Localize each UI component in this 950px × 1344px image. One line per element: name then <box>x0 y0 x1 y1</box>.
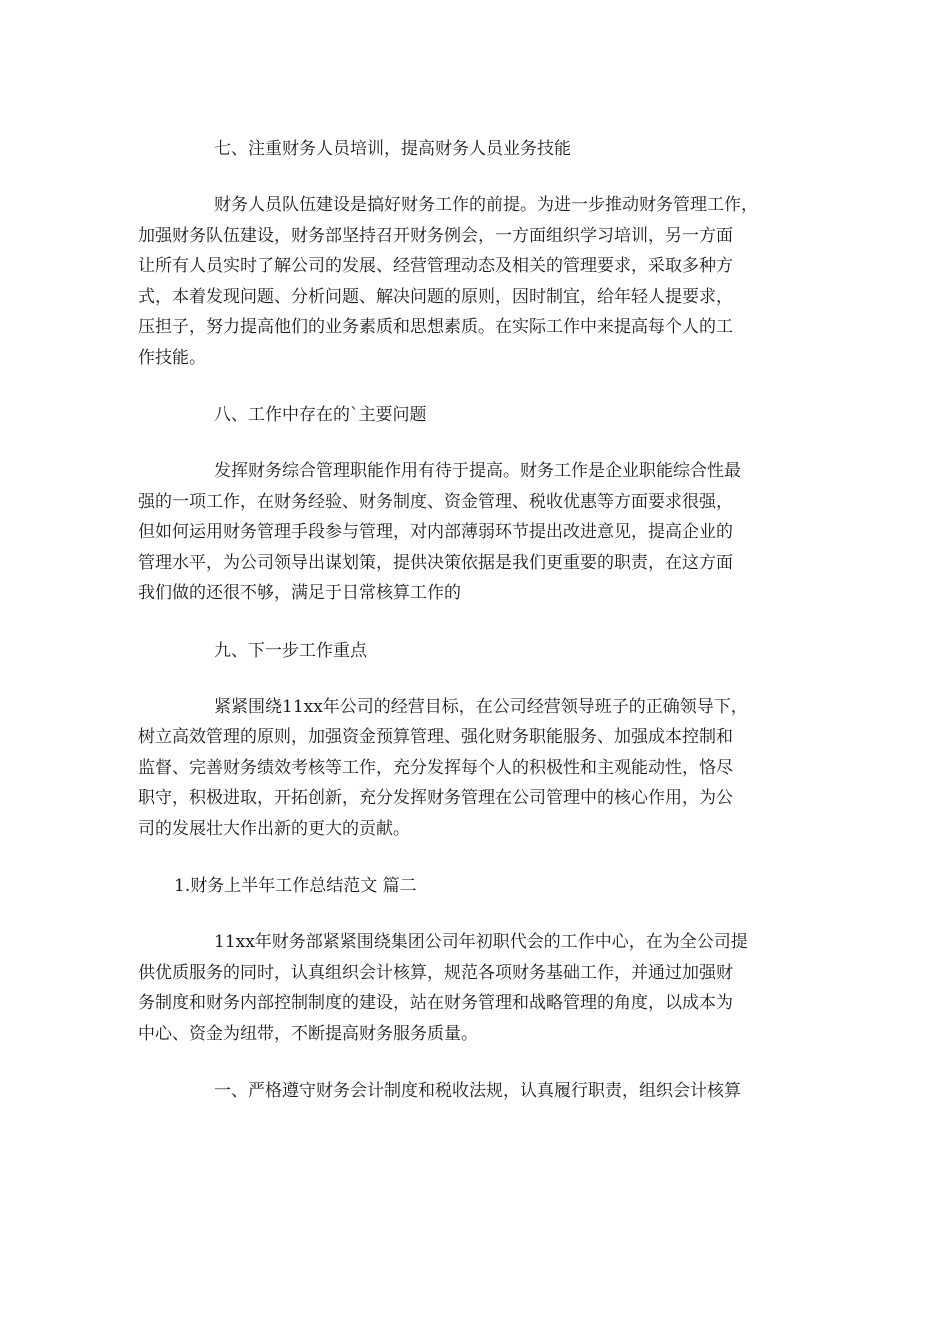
paragraph-line: 加强财务队伍建设，财务部坚持召开财务例会，一方面组织学习培训，另一方面 <box>138 225 733 246</box>
paragraph-line: 强的一项工作，在财务经验、财务制度、资金管理、税收优惠等方面要求很强， <box>138 491 733 512</box>
paragraph-main-problems <box>138 456 816 609</box>
section-heading-8: 八、工作中存在的`主要问题 <box>214 405 427 425</box>
paragraph-line: 监督、完善财务绩效考核等工作，充分发挥每个人的积极性和主观能动性，恪尽 <box>138 757 733 778</box>
paragraph-line: 中心、资金为纽带，不断提高财务服务质量。 <box>138 1023 478 1044</box>
paragraph-line: 压担子，努力提高他们的业务素质和思想素质。在实际工作中来提高每个人的工 <box>138 317 733 337</box>
paragraph-line: 司的发展壮大作出新的更大的贡献。 <box>138 818 410 839</box>
paragraph-line: 但如何运用财务管理手段参与管理，对内部薄弱环节提出改进意见，提高企业的 <box>138 522 733 542</box>
section-heading-9: 九、下一步工作重点 <box>214 640 367 661</box>
paragraph-line: 作技能。 <box>138 347 206 368</box>
paragraph-line: 财务人员队伍建设是搞好财务工作的前提。为进一步推动财务管理工作， <box>214 195 758 215</box>
paragraph-intro-part-two <box>138 927 816 1049</box>
document-body <box>138 134 816 1132</box>
paragraph-line: 我们做的还很不够，满足于日常核算工作的 <box>138 583 461 603</box>
paragraph-line: 务制度和财务内部控制制度的建设，站在财务管理和战略管理的角度，以成本为 <box>138 993 733 1013</box>
paragraph-staff-training <box>138 190 816 373</box>
paragraph-line: 管理水平，为公司领导出谋划策，提供决策依据是我们更重要的职责，在这方面 <box>138 552 733 573</box>
paragraph-line: 职守，积极进取，开拓创新，充分发挥财务管理在公司管理中的核心作用，为公 <box>138 788 733 808</box>
paragraph-line: 发挥财务综合管理职能作用有待于提高。财务工作是企业职能综合性最 <box>214 461 741 481</box>
section-heading-1: 一、严格遵守财务会计制度和税收法规，认真履行职责，组织会计核算 <box>214 1081 741 1101</box>
paragraph-next-steps <box>138 692 816 845</box>
paragraph-line: 让所有人员实时了解公司的发展、经营管理动态及相关的管理要求，采取多种方 <box>138 256 733 276</box>
paragraph-line: 紧紧围绕11xx年公司的经营目标，在公司经营领导班子的正确领导下， <box>214 696 748 717</box>
paragraph-line: 供优质服务的同时，认真组织会计核算，规范各项财务基础工作，并通过加强财 <box>138 962 733 983</box>
paragraph-line: 11xx年财务部紧紧围绕集团公司年初职代会的工作中心，在为全公司提 <box>214 932 748 952</box>
section-heading-7: 七、注重财务人员培训，提高财务人员业务技能 <box>214 139 571 159</box>
article-subheading: 1.财务上半年工作总结范文 篇二 <box>174 876 417 896</box>
paragraph-line: 式，本着发现问题、分析问题、解决问题的原则，因时制宜，给年轻人提要求， <box>138 286 733 307</box>
paragraph-line: 树立高效管理的原则，加强资金预算管理、强化财务职能服务、加强成本控制和 <box>138 727 733 747</box>
